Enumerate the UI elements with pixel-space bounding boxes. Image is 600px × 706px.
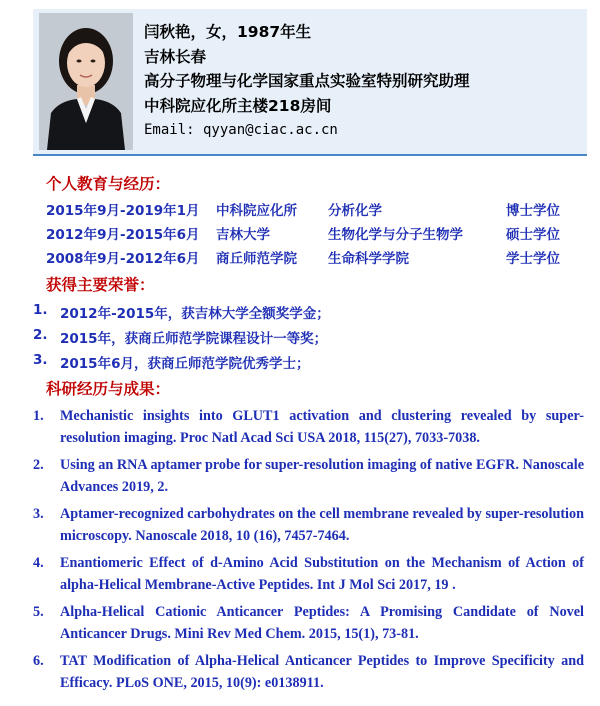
honor-text: 2015年，获商丘师范学院课程设计一等奖； — [60, 331, 328, 347]
office-line: 中科院应化所主楼218房间 — [144, 96, 332, 115]
publication-number: 6. — [33, 653, 44, 669]
honor-number: 2. — [33, 327, 48, 343]
publication-number: 5. — [33, 604, 44, 620]
honor-number: 1. — [33, 302, 48, 318]
position-line: 高分子物理与化学国家重点实验室特别研究助理 — [144, 72, 470, 90]
edu-major: 分析化学 — [328, 203, 382, 219]
edu-period: 2012年9月-2015年6月 — [46, 227, 200, 243]
education-row — [46, 247, 586, 269]
edu-period: 2008年9月-2012年6月 — [46, 251, 200, 267]
publication-text: Mechanistic insights into GLUT1 activation and clustering revealed by super-resolution imaging. Proc Natl Acad Sci USA 2018, 115(27), 7033-7038. — [60, 408, 584, 446]
edu-major: 生物化学与分子生物学 — [328, 227, 463, 243]
honor-text: 2015年6月，获商丘师范学院优秀学士； — [60, 356, 310, 372]
publication-item — [33, 601, 584, 645]
publication-item — [33, 405, 584, 449]
publication-number: 2. — [33, 457, 44, 473]
education-title: 个人教育与经历： — [46, 175, 171, 193]
profile-photo — [39, 13, 133, 150]
publication-text: Using an RNA aptamer probe for super-resolution imaging of native EGFR. Nanoscale Advances 2019, 2. — [60, 457, 584, 495]
publication-number: 3. — [33, 506, 44, 522]
edu-institution: 中科院应化所 — [216, 203, 297, 219]
honor-number: 3. — [33, 352, 48, 368]
honors-title: 获得主要荣誉： — [46, 276, 155, 294]
edu-degree: 硕士学位 — [506, 227, 560, 243]
publication-number: 4. — [33, 555, 44, 571]
publication-item — [33, 650, 584, 694]
research-title: 科研经历与成果： — [46, 380, 171, 398]
honor-text: 2012年-2015年，获吉林大学全额奖学金； — [60, 306, 330, 322]
name-line: 闫秋艳，女，1987年生 — [144, 23, 312, 41]
edu-major: 生命科学学院 — [328, 251, 409, 267]
education-row — [46, 223, 586, 245]
education-row — [46, 199, 586, 221]
publication-item — [33, 552, 584, 596]
publication-text: Aptamer-recognized carbohydrates on the cell membrane revealed by super-resolution microscopy. Nanoscale 2018, 10 (16), 7457-7464. — [60, 506, 584, 544]
publication-item — [33, 454, 584, 498]
publication-item — [33, 503, 584, 547]
edu-degree: 学士学位 — [506, 251, 560, 267]
header-divider — [33, 154, 587, 156]
publication-text: Enantiomeric Effect of d-Amino Acid Substitution on the Mechanism of Action of alpha-Helical Membrane-Active Peptides. Int J Mol Sci 2017, 19 . — [60, 555, 584, 593]
edu-period: 2015年9月-2019年1月 — [46, 203, 200, 219]
edu-institution: 商丘师范学院 — [216, 251, 297, 267]
hometown-line: 吉林长春 — [144, 47, 207, 66]
profile-info — [144, 20, 470, 143]
edu-institution: 吉林大学 — [216, 227, 270, 243]
publication-number: 1. — [33, 408, 44, 424]
email-line: Email: qyyan@ciac.ac.cn — [144, 122, 338, 138]
publication-text: TAT Modification of Alpha-Helical Anticancer Peptides to Improve Specificity and Efficacy. PLoS ONE, 2015, 10(9): e0138911. — [60, 653, 584, 691]
publication-text: Alpha-Helical Cationic Anticancer Peptides: A Promising Candidate of Novel Anticancer Drugs. Mini Rev Med Chem. 2015, 15(1), 73-81. — [60, 604, 584, 642]
edu-degree: 博士学位 — [506, 203, 560, 219]
profile-header — [33, 9, 587, 154]
